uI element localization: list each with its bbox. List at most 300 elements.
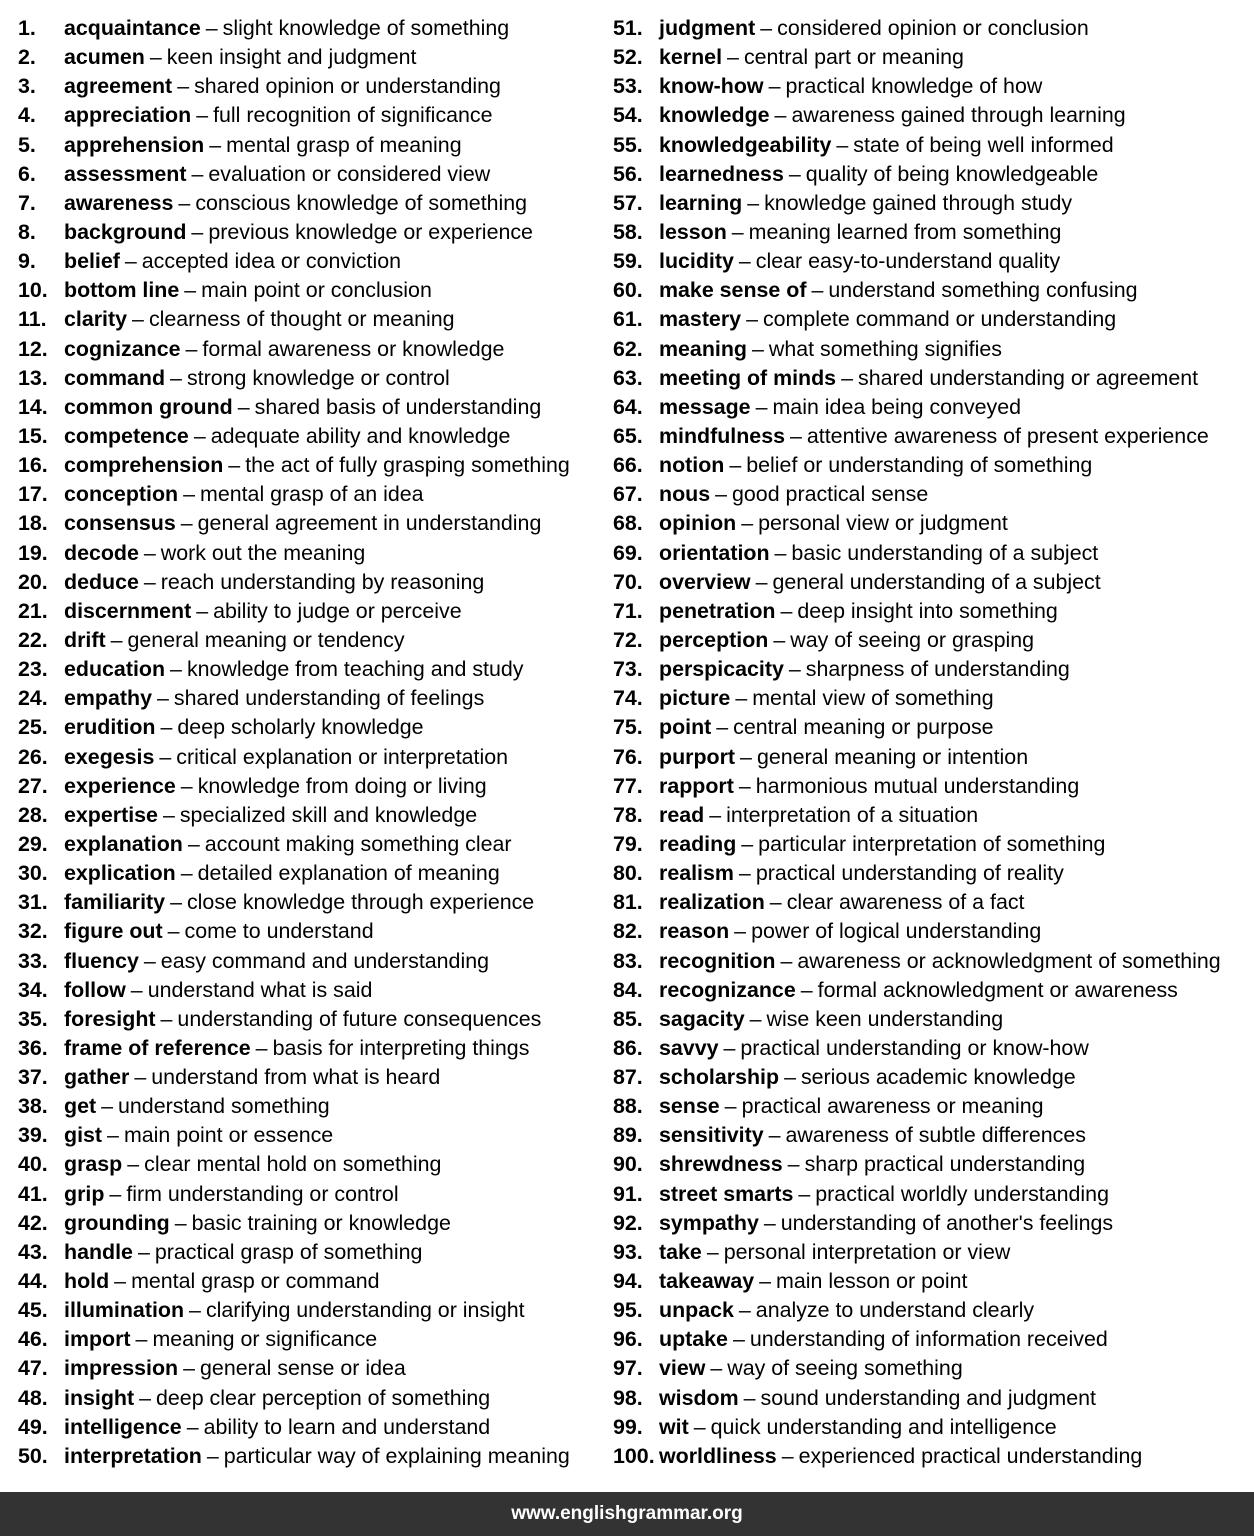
item-definition: mental grasp of an idea: [200, 482, 424, 507]
item-term: savvy: [659, 1035, 719, 1060]
item-number: 78.: [613, 802, 643, 827]
list-item: [0, 43, 595, 72]
item-definition: easy command and understanding: [160, 948, 489, 973]
item-definition: awareness or acknowledgment of something: [797, 948, 1221, 973]
item-term: exegesis: [64, 744, 155, 769]
item-number: 60.: [613, 278, 643, 303]
item-term: orientation: [659, 540, 770, 565]
list-item: [0, 917, 595, 946]
item-definition: understand from what is heard: [151, 1065, 441, 1090]
list-item: [595, 976, 1254, 1005]
item-number: 49.: [18, 1414, 48, 1439]
list-item: [595, 14, 1254, 43]
item-number: 27.: [18, 773, 48, 798]
item-number: 34.: [18, 977, 48, 1002]
item-definition: considered opinion or conclusion: [777, 16, 1089, 40]
list-item: [595, 1267, 1254, 1296]
item-separator: –: [774, 540, 787, 565]
item-separator: –: [784, 1065, 796, 1090]
item-definition: state of being well informed: [853, 132, 1114, 157]
item-number: 73.: [613, 657, 643, 682]
list-item: [0, 393, 595, 422]
list-item: [0, 626, 595, 655]
list-item: [0, 247, 595, 276]
item-term: worldliness: [659, 1443, 777, 1468]
item-term: meaning: [659, 336, 747, 361]
item-term: purport: [659, 744, 736, 769]
item-term: impression: [64, 1356, 179, 1381]
item-term: recognizance: [659, 977, 796, 1002]
item-term: notion: [659, 453, 725, 478]
item-number: 55.: [613, 132, 643, 157]
item-definition: analyze to understand clearly: [755, 1298, 1035, 1323]
list-item: [0, 684, 595, 713]
item-number: 63.: [613, 365, 643, 390]
item-term: grounding: [64, 1210, 170, 1235]
item-definition: adequate ability and knowledge: [210, 423, 511, 448]
item-separator: –: [729, 453, 742, 478]
item-definition: awareness of subtle differences: [785, 1123, 1086, 1148]
item-separator: –: [715, 482, 728, 507]
item-term: discernment: [64, 598, 192, 623]
item-definition: deep insight into something: [797, 598, 1058, 623]
item-separator: –: [183, 482, 195, 507]
item-separator: –: [160, 1006, 173, 1031]
item-number: 87.: [613, 1065, 643, 1090]
item-term: illumination: [64, 1298, 185, 1323]
item-term: clarity: [64, 307, 128, 332]
item-definition: slight knowledge of something: [222, 16, 510, 40]
item-separator: –: [836, 132, 849, 157]
item-number: 16.: [18, 453, 48, 478]
item-term: wisdom: [659, 1385, 739, 1410]
item-separator: –: [209, 132, 222, 157]
item-term: explication: [64, 861, 176, 886]
item-separator: –: [196, 103, 209, 128]
item-separator: –: [184, 278, 197, 303]
item-definition: clear mental hold on something: [144, 1152, 442, 1177]
list-item: [595, 509, 1254, 538]
list-item: [595, 859, 1254, 888]
item-term: lucidity: [659, 249, 734, 274]
list-item: [0, 888, 595, 917]
item-separator: –: [800, 977, 813, 1002]
item-definition: detailed explanation of meaning: [197, 861, 500, 886]
item-definition: main point or conclusion: [201, 278, 432, 303]
item-number: 6.: [18, 161, 36, 186]
item-number: 10.: [18, 278, 48, 303]
item-separator: –: [723, 1035, 736, 1060]
list-item: [0, 1238, 595, 1267]
item-separator: –: [187, 831, 200, 856]
list-item: [0, 131, 595, 160]
item-definition: the act of fully grasping something: [245, 453, 570, 478]
item-term: recognition: [659, 948, 776, 973]
item-term: view: [659, 1356, 706, 1381]
item-number: 22.: [18, 627, 48, 652]
item-definition: clarifying understanding or insight: [205, 1298, 525, 1323]
list-item: [0, 276, 595, 305]
item-separator: –: [788, 657, 801, 682]
item-separator: –: [206, 1443, 219, 1468]
item-term: consensus: [64, 511, 176, 536]
item-term: education: [64, 657, 166, 682]
item-number: 82.: [613, 919, 643, 944]
item-term: knowledgeability: [659, 132, 832, 157]
list-item: [595, 539, 1254, 568]
item-number: 5.: [18, 132, 36, 157]
list-item: [0, 1150, 595, 1179]
item-separator: –: [143, 569, 156, 594]
list-item: [595, 276, 1254, 305]
item-definition: personal interpretation or view: [723, 1239, 1011, 1264]
item-term: erudition: [64, 715, 156, 740]
list-item: [595, 480, 1254, 509]
item-term: intelligence: [64, 1414, 182, 1439]
item-definition: belief or understanding of something: [746, 453, 1093, 478]
item-definition: central meaning or purpose: [733, 715, 994, 740]
item-number: 67.: [613, 482, 643, 507]
list-item: [595, 1384, 1254, 1413]
item-separator: –: [755, 569, 768, 594]
item-term: appreciation: [64, 103, 192, 128]
item-term: follow: [64, 977, 126, 1002]
item-definition: come to understand: [184, 919, 374, 944]
item-separator: –: [109, 1181, 122, 1206]
list-item: [595, 1063, 1254, 1092]
list-item: [595, 1005, 1254, 1034]
item-number: 89.: [613, 1123, 643, 1148]
item-term: common ground: [64, 394, 233, 419]
item-term: insight: [64, 1385, 135, 1410]
item-number: 58.: [613, 219, 643, 244]
item-number: 42.: [18, 1210, 48, 1235]
list-item: [0, 1325, 595, 1354]
item-number: 33.: [18, 948, 48, 973]
item-term: make sense of: [659, 278, 807, 303]
item-term: perspicacity: [659, 657, 784, 682]
item-separator: –: [180, 773, 193, 798]
list-item: [0, 1092, 595, 1121]
item-term: get: [64, 1094, 97, 1119]
item-separator: –: [763, 1210, 776, 1235]
footer-url[interactable]: www.englishgrammar.org: [511, 1503, 743, 1524]
item-definition: general understanding of a subject: [772, 569, 1101, 594]
item-term: sagacity: [659, 1006, 745, 1031]
item-definition: full recognition of significance: [213, 103, 493, 128]
item-term: meeting of minds: [659, 365, 837, 390]
item-term: lesson: [659, 219, 727, 244]
item-number: 57.: [613, 190, 643, 215]
item-number: 39.: [18, 1123, 48, 1148]
item-term: expertise: [64, 802, 158, 827]
item-definition: clear awareness of a fact: [786, 890, 1025, 915]
item-number: 64.: [613, 394, 643, 419]
item-number: 86.: [613, 1035, 643, 1060]
item-separator: –: [751, 336, 764, 361]
item-definition: general sense or idea: [200, 1356, 406, 1381]
item-definition: account making something clear: [204, 831, 512, 856]
item-number: 37.: [18, 1065, 48, 1090]
list-item: [0, 568, 595, 597]
item-term: interpretation: [64, 1443, 202, 1468]
item-term: realism: [659, 861, 734, 886]
item-number: 1.: [18, 16, 36, 40]
item-term: message: [659, 394, 751, 419]
item-definition: main idea being conveyed: [772, 394, 1022, 419]
list-item: [595, 451, 1254, 480]
item-term: comprehension: [64, 453, 224, 478]
list-item: [595, 1354, 1254, 1383]
item-definition: basic training or knowledge: [191, 1210, 451, 1235]
item-number: 18.: [18, 511, 48, 536]
item-definition: deep scholarly knowledge: [177, 715, 424, 740]
item-separator: –: [149, 45, 162, 70]
item-separator: –: [180, 511, 193, 536]
list-item: [0, 1005, 595, 1034]
item-term: read: [659, 802, 705, 827]
item-definition: understanding of future consequences: [177, 1006, 542, 1031]
item-number: 66.: [613, 453, 643, 478]
item-term: acquaintance: [64, 16, 201, 40]
list-item: [595, 597, 1254, 626]
item-definition: way of seeing something: [727, 1356, 963, 1381]
item-separator: –: [185, 336, 198, 361]
item-definition: complete command or understanding: [762, 307, 1117, 332]
item-separator: –: [178, 190, 191, 215]
list-item: [595, 1413, 1254, 1442]
item-number: 91.: [613, 1181, 643, 1206]
list-item: [0, 422, 595, 451]
item-separator: –: [734, 919, 747, 944]
item-separator: –: [743, 1385, 756, 1410]
list-item: [0, 451, 595, 480]
item-number: 74.: [613, 686, 643, 711]
item-separator: –: [228, 453, 241, 478]
item-separator: –: [724, 1094, 737, 1119]
item-separator: –: [773, 627, 786, 652]
list-item: [595, 1442, 1254, 1471]
list-item: [0, 801, 595, 830]
item-definition: particular interpretation of something: [758, 831, 1106, 856]
item-definition: shared understanding of feelings: [173, 686, 485, 711]
item-number: 85.: [613, 1006, 643, 1031]
item-term: uptake: [659, 1327, 728, 1352]
item-separator: –: [693, 1414, 706, 1439]
item-definition: personal view or judgment: [758, 511, 1008, 536]
list-item: [595, 393, 1254, 422]
item-number: 43.: [18, 1239, 48, 1264]
item-term: foresight: [64, 1006, 156, 1031]
item-definition: shared opinion or understanding: [194, 74, 501, 99]
item-number: 41.: [18, 1181, 48, 1206]
list-item: [595, 160, 1254, 189]
list-item: [595, 684, 1254, 713]
item-separator: –: [110, 627, 123, 652]
item-definition: awareness gained through learning: [791, 103, 1126, 128]
list-item: [0, 947, 595, 976]
item-number: 23.: [18, 657, 48, 682]
item-term: hold: [64, 1269, 110, 1294]
list-item: [595, 72, 1254, 101]
item-definition: understand what is said: [147, 977, 373, 1002]
list-item: [0, 976, 595, 1005]
item-number: 92.: [613, 1210, 643, 1235]
item-definition: strong knowledge or control: [186, 365, 450, 390]
item-number: 26.: [18, 744, 48, 769]
item-separator: –: [174, 1210, 187, 1235]
item-number: 11.: [18, 307, 47, 332]
list-item: [0, 189, 595, 218]
item-number: 80.: [613, 861, 643, 886]
item-term: command: [64, 365, 166, 390]
item-definition: mental grasp or command: [131, 1269, 380, 1294]
item-separator: –: [160, 715, 173, 740]
list-item: [595, 713, 1254, 742]
item-number: 2.: [18, 45, 36, 70]
item-definition: deep clear perception of something: [156, 1385, 491, 1410]
word-list: [0, 14, 1254, 1471]
item-number: 100.: [613, 1443, 655, 1468]
item-term: competence: [64, 423, 189, 448]
item-term: fluency: [64, 948, 139, 973]
item-term: bottom line: [64, 278, 180, 303]
item-term: takeaway: [659, 1269, 755, 1294]
item-number: 50.: [18, 1443, 48, 1468]
item-definition: accepted idea or conviction: [141, 249, 402, 274]
left-column: [0, 14, 595, 1471]
item-number: 48.: [18, 1385, 48, 1410]
item-definition: clear easy-to-understand quality: [755, 249, 1061, 274]
item-number: 15.: [18, 423, 48, 448]
item-term: import: [64, 1327, 131, 1352]
item-term: apprehension: [64, 132, 205, 157]
item-separator: –: [841, 365, 853, 390]
item-definition: understand something: [118, 1094, 330, 1119]
item-separator: –: [132, 307, 144, 332]
item-separator: –: [143, 948, 156, 973]
list-item: [595, 1296, 1254, 1325]
item-definition: basic understanding of a subject: [791, 540, 1099, 565]
item-number: 20.: [18, 569, 48, 594]
item-number: 59.: [613, 249, 643, 274]
item-term: grasp: [64, 1152, 123, 1177]
item-term: assessment: [64, 161, 187, 186]
item-separator: –: [134, 1065, 147, 1090]
list-item: [595, 247, 1254, 276]
item-number: 54.: [613, 103, 643, 128]
item-separator: –: [180, 861, 193, 886]
item-separator: –: [205, 16, 218, 40]
item-term: learning: [659, 190, 743, 215]
item-number: 98.: [613, 1385, 643, 1410]
item-definition: particular way of explaining meaning: [223, 1443, 570, 1468]
item-term: take: [659, 1239, 702, 1264]
item-definition: experienced practical understanding: [798, 1443, 1143, 1468]
item-definition: understanding of information received: [749, 1327, 1108, 1352]
item-number: 88.: [613, 1094, 643, 1119]
item-separator: –: [135, 1327, 148, 1352]
item-term: unpack: [659, 1298, 734, 1323]
item-definition: critical explanation or interpretation: [176, 744, 509, 769]
item-definition: practical awareness or meaning: [741, 1094, 1044, 1119]
item-separator: –: [189, 1298, 201, 1323]
item-separator: –: [759, 1269, 772, 1294]
list-item: [595, 364, 1254, 393]
item-term: decode: [64, 540, 139, 565]
list-item: [0, 1384, 595, 1413]
item-separator: –: [107, 1123, 119, 1148]
list-item: [0, 772, 595, 801]
item-separator: –: [170, 657, 182, 682]
list-item: [0, 743, 595, 772]
item-number: 13.: [18, 365, 48, 390]
item-definition: serious academic knowledge: [800, 1065, 1076, 1090]
item-number: 24.: [18, 686, 48, 711]
item-number: 44.: [18, 1269, 48, 1294]
item-term: cognizance: [64, 336, 181, 361]
list-item: [0, 713, 595, 742]
item-number: 65.: [613, 423, 643, 448]
item-separator: –: [768, 1123, 781, 1148]
item-definition: central part or meaning: [743, 45, 964, 70]
item-number: 83.: [613, 948, 643, 973]
item-number: 81.: [613, 890, 643, 915]
item-separator: –: [798, 1181, 811, 1206]
item-term: know-how: [659, 74, 764, 99]
list-item: [595, 947, 1254, 976]
item-term: grip: [64, 1181, 105, 1206]
item-definition: wise keen understanding: [766, 1006, 1004, 1031]
item-number: 45.: [18, 1298, 48, 1323]
item-definition: way of seeing or grasping: [790, 627, 1035, 652]
item-definition: close knowledge through experience: [186, 890, 535, 915]
list-item: [595, 655, 1254, 684]
item-definition: practical knowledge of how: [785, 74, 1043, 99]
item-term: conception: [64, 482, 179, 507]
item-separator: –: [237, 394, 250, 419]
item-separator: –: [186, 1414, 199, 1439]
list-item: [595, 830, 1254, 859]
item-term: familiarity: [64, 890, 166, 915]
item-number: 21.: [18, 598, 48, 623]
item-separator: –: [156, 686, 169, 711]
item-term: picture: [659, 686, 731, 711]
item-separator: –: [787, 1152, 800, 1177]
list-item: [0, 1180, 595, 1209]
item-definition: specialized skill and knowledge: [179, 802, 478, 827]
item-separator: –: [788, 161, 801, 186]
item-separator: –: [735, 686, 748, 711]
item-term: experience: [64, 773, 176, 798]
list-item: [0, 1063, 595, 1092]
item-definition: sound understanding and judgment: [760, 1385, 1096, 1410]
item-separator: –: [183, 1356, 196, 1381]
list-item: [0, 1121, 595, 1150]
item-definition: basis for interpreting things: [272, 1035, 530, 1060]
item-separator: –: [755, 394, 768, 419]
item-number: 90.: [613, 1152, 643, 1177]
item-separator: –: [191, 161, 204, 186]
item-definition: main point or essence: [123, 1123, 334, 1148]
item-separator: –: [738, 861, 751, 886]
list-item: [595, 335, 1254, 364]
item-definition: main lesson or point: [776, 1269, 968, 1294]
item-separator: –: [193, 423, 206, 448]
item-number: 96.: [613, 1327, 643, 1352]
item-definition: formal awareness or knowledge: [202, 336, 505, 361]
list-item: [595, 1092, 1254, 1121]
